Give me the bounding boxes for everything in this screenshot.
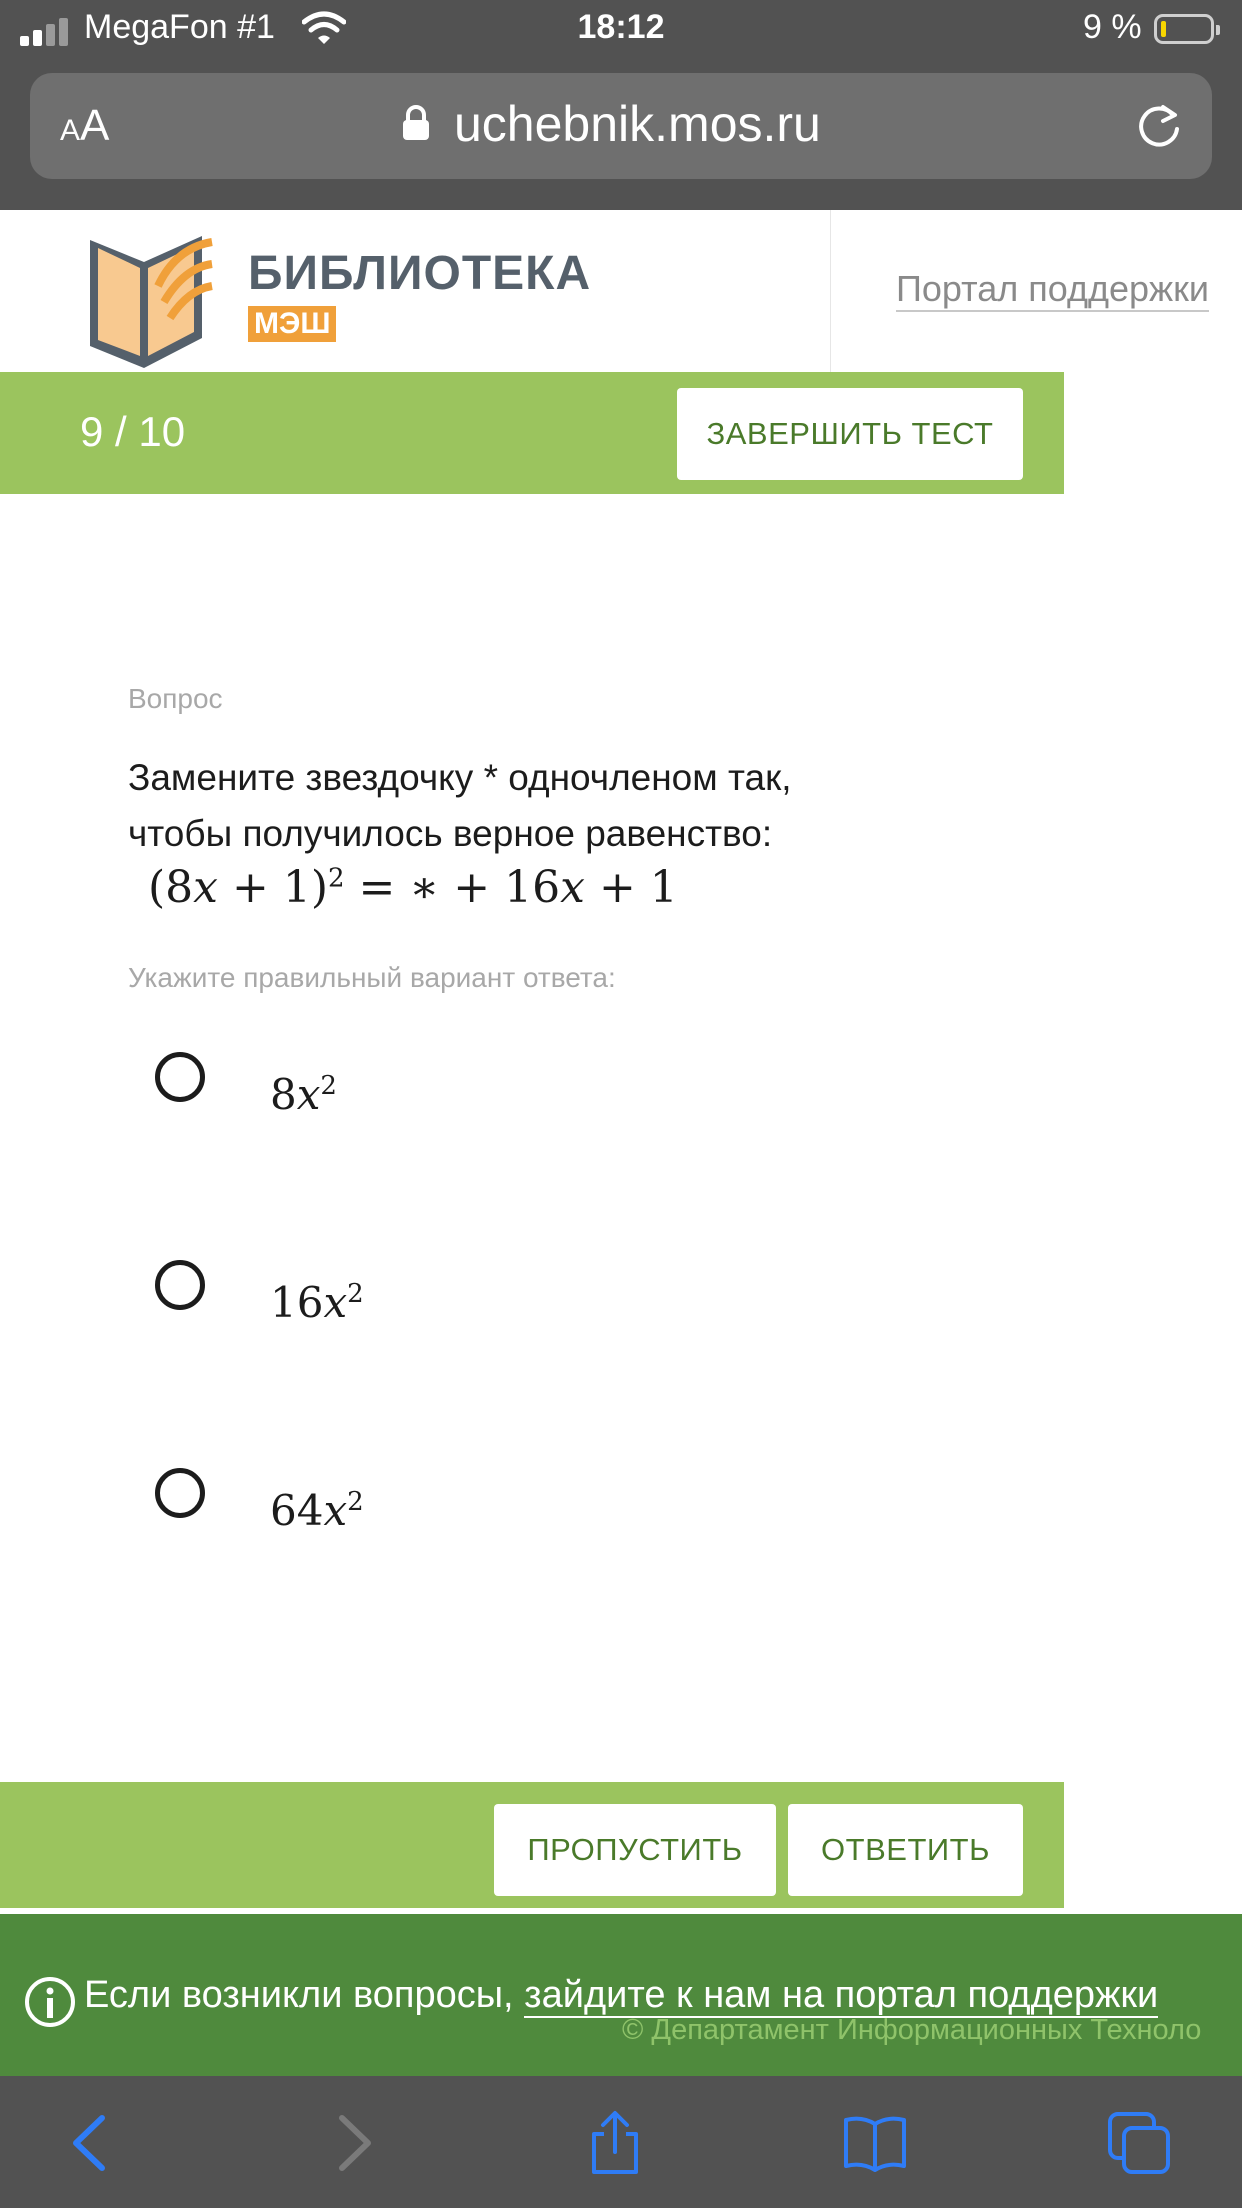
question-text-line1: Замените звездочку * одночленом так,: [128, 757, 792, 798]
forward-icon[interactable]: [320, 2110, 386, 2176]
option-label-1[interactable]: $8x^2$: [270, 1070, 337, 1119]
clock: 18:12: [577, 8, 665, 46]
logo-title: БИБЛИОТЕКА: [248, 247, 592, 300]
option-label-3[interactable]: $64x^2$: [270, 1486, 364, 1535]
answer-button[interactable]: ОТВЕТИТЬ: [788, 1804, 1023, 1896]
battery-icon: [1154, 14, 1214, 44]
url-text[interactable]: uchebnik.mos.ru: [454, 96, 821, 152]
question-counter: 9 / 10: [80, 408, 186, 455]
option-radio-3[interactable]: [155, 1468, 205, 1518]
share-icon[interactable]: [582, 2110, 648, 2176]
support-portal-link[interactable]: Портал поддержки: [896, 268, 1209, 312]
footer-copyright: © Департамент Информационных Техноло: [622, 2014, 1202, 2046]
info-icon: [24, 1976, 76, 2028]
answer-hint: Укажите правильный вариант ответа:: [128, 962, 616, 993]
finish-test-button[interactable]: ЗАВЕРШИТЬ ТЕСТ: [677, 388, 1023, 480]
question-label: Вопрос: [128, 683, 223, 714]
header-divider: [830, 210, 831, 372]
back-icon[interactable]: [58, 2110, 124, 2176]
option-radio-1[interactable]: [155, 1052, 205, 1102]
carrier-name: MegaFon #1: [84, 8, 275, 46]
reload-icon[interactable]: [1133, 99, 1185, 151]
footer-support-link[interactable]: зайдите к нам на портал поддержки: [524, 1974, 1159, 2016]
lock-icon: [402, 105, 430, 141]
address-bar[interactable]: [30, 73, 1212, 179]
text-size-button[interactable]: AA: [60, 101, 110, 150]
question-text-line2: чтобы получилось верное равенство:: [128, 813, 773, 854]
skip-button[interactable]: ПРОПУСТИТЬ: [494, 1804, 776, 1896]
bookmarks-icon[interactable]: [842, 2110, 908, 2176]
status-bar: [0, 0, 1242, 62]
logo-badge: МЭШ: [248, 306, 336, 342]
question-text: [128, 750, 948, 862]
option-label-2[interactable]: $16x^2$: [270, 1278, 364, 1327]
tabs-icon[interactable]: [1106, 2110, 1172, 2176]
option-radio-2[interactable]: [155, 1260, 205, 1310]
battery-percent: 9 %: [1083, 8, 1142, 46]
question-equation: $(8x + 1)^2$ = ∗ + 16x + 1: [148, 862, 678, 913]
footer-help-text: Если возникли вопросы, зайдите к нам на портал поддержки: [84, 1974, 1159, 2016]
